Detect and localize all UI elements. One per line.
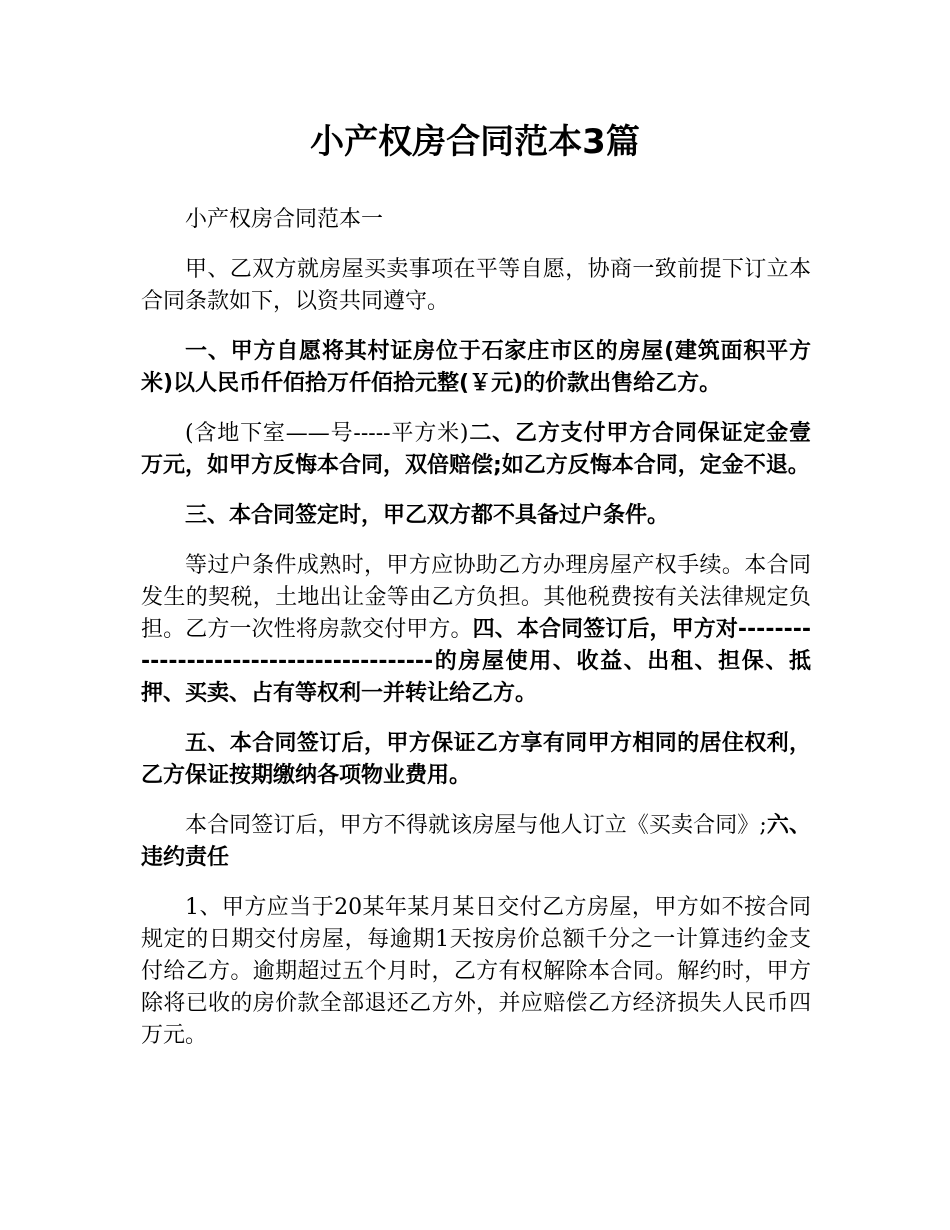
text-segment: (含地下室——号-----平方米) (185, 421, 469, 446)
clause-1 (141, 336, 811, 400)
text-segment: 小产权房合同范本一 (185, 207, 384, 232)
clause-heading: 一、甲方自愿将其村证房位于石家庄市区的房屋(建筑面积平方米)以人民币仟佰拾万仟佰拾元整(￥元)的价款出售给乙方。 (141, 339, 811, 396)
clause-heading: 四、本合同签订后，甲方对----------------------------------------的房屋使用、收益、出租、担保、抵押、买卖、占有等权利一并转让给乙方。 (141, 617, 811, 706)
paragraph-intro (141, 254, 811, 318)
document-body (141, 204, 811, 1070)
text-segment: 等过户条件成熟时，甲方应协助乙方办理房屋产权手续。本合同发生的契税，土地出让金等由乙方负担。其他税费按有关法律规定负担。乙方一次性将房款交付甲方。 (141, 553, 811, 642)
clause-3 (141, 500, 811, 532)
text-segment: 1、甲方应当于20某年某月某日交付乙方房屋，甲方如不按合同规定的日期交付房屋，每逾期1天按房价总额千分之一计算违约金支付给乙方。逾期超过五个月时，乙方有权解除本合同。解约时，甲方除将已收的房价款全部退还乙方外，并应赔偿乙方经济损失人民币四万元。 (141, 895, 811, 1048)
clause-6-item-1 (141, 892, 811, 1052)
document-title: 小产权房合同范本3篇 (310, 122, 640, 162)
paragraph-subtitle (141, 204, 811, 236)
text-segment: 甲、乙双方就房屋买卖事项在平等自愿，协商一致前提下订立本合同条款如下，以资共同遵守。 (141, 257, 811, 314)
clause-heading: 五、本合同签订后，甲方保证乙方享有同甲方相同的居住权利，乙方保证按期缴纳各项物业费用。 (141, 731, 811, 788)
text-segment: 本合同签订后，甲方不得就该房屋与他人订立《买卖合同》; (185, 813, 767, 838)
clause-5 (141, 728, 811, 792)
clause-heading: 二、乙方支付甲方合同保证定金壹万元，如甲方反悔本合同，双倍赔偿;如乙方反悔本合同，定金不退。 (141, 421, 811, 478)
clause-6 (141, 810, 811, 874)
clause-heading: 六、违约责任 (141, 813, 811, 870)
clause-heading: 三、本合同签定时，甲乙双方都不具备过户条件。 (185, 503, 670, 528)
clause-2 (141, 418, 811, 482)
clause-4 (141, 550, 811, 710)
